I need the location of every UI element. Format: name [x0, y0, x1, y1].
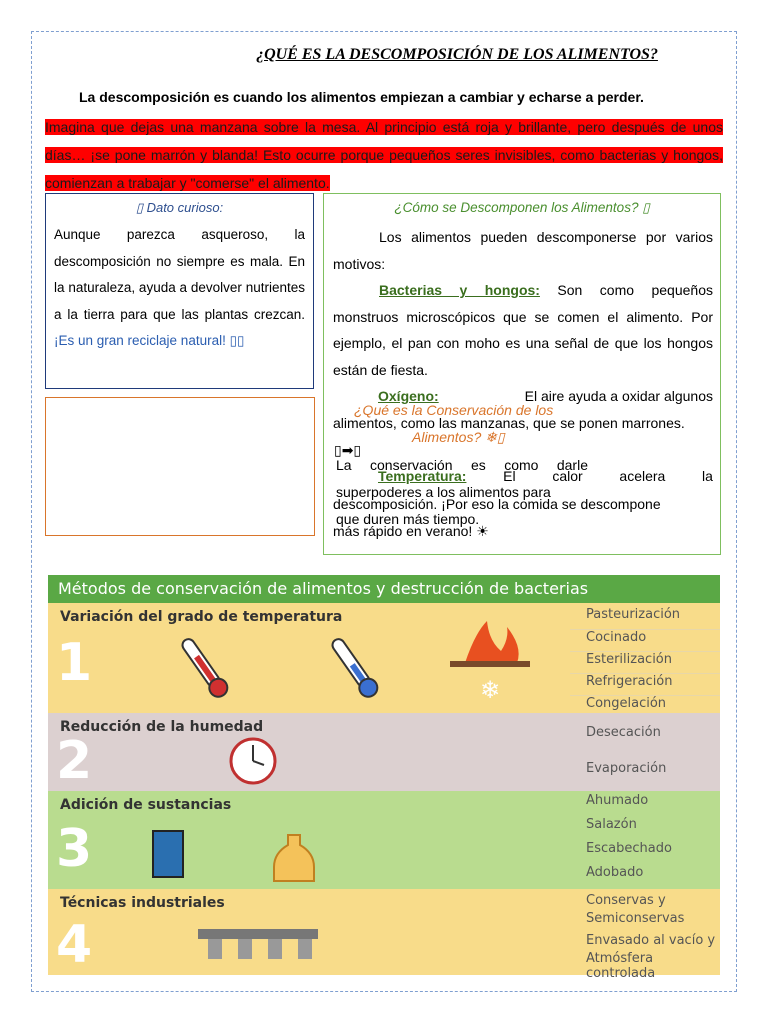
method-evaporacion: Evaporación: [586, 761, 667, 776]
temperatura-line-2: descomposición. ¡Por eso la comida se descompone: [333, 496, 661, 512]
conservacion-word-4: como: [504, 457, 539, 473]
dato-curioso-title: ▯ Dato curioso:: [135, 200, 224, 215]
method-ahumado: Ahumado: [586, 793, 649, 808]
oxigeno-text: El aire ayuda a oxidar algunos: [524, 388, 713, 404]
section-number-1: 1: [56, 633, 93, 693]
dato-curioso-body: [54, 222, 305, 355]
method-pasteurizacion: Pasteurización: [586, 607, 681, 622]
method-congelacion: Congelación: [570, 695, 720, 711]
method-salazon: Salazón: [586, 817, 637, 832]
method-cocinado: Cocinado: [570, 629, 720, 645]
mid-industrial: [410, 889, 570, 975]
conservacion-title-1: ¿Qué es la Conservación de los: [354, 402, 554, 418]
methods-industrial: [570, 889, 720, 981]
mid-substances: [410, 791, 570, 889]
vinegar-bottle-icon: [274, 835, 314, 881]
temperatura-line-3: más rápido en verano! ☀: [333, 523, 489, 539]
conservacion-word-2: conservación: [370, 457, 453, 473]
conservacion-line-2: superpoderes a los alimentos para: [336, 484, 551, 500]
section-title-3: Adición de sustancias: [60, 797, 232, 813]
empty-box: [45, 397, 315, 536]
temperatura-word-1: El: [503, 468, 516, 484]
method-escabechado: Escabechado: [586, 841, 672, 856]
mid-humidity: [410, 713, 570, 791]
dato-curioso-text: Aunque parezca asqueroso, la descomposición no siempre es mala. En la naturaleza, ayuda a devolver nutrientes a la tierra para que las plantas crezcan.: [54, 227, 305, 322]
como-se-descomponen-box: [323, 193, 721, 555]
conservacion-word-3: es: [470, 457, 486, 473]
cold-thermometer-icon: [328, 635, 381, 700]
fire-and-snow-icons: [410, 603, 570, 713]
temperatura-word-4: la: [702, 468, 713, 484]
dato-curioso-box: [45, 193, 314, 389]
dato-curioso-highlight: ¡Es un gran reciclaje natural! ▯▯: [54, 333, 245, 348]
bacterias-paragraph: [333, 277, 713, 383]
temperatura-word-3: acelera: [619, 468, 666, 484]
method-adobado: Adobado: [586, 865, 644, 880]
clock-icon: [48, 713, 410, 791]
temperatura-label: Temperatura:: [378, 468, 467, 484]
method-esterilizacion: Esterilización: [570, 651, 720, 667]
section-title-1: Variación del grado de temperatura: [60, 609, 343, 625]
red-highlight-paragraph: [45, 113, 723, 197]
substances-icons: [48, 791, 410, 889]
arrow-glyphs: ▯➡▯: [334, 442, 362, 458]
fire-icon: [465, 621, 519, 663]
method-desecacion: Desecación: [586, 725, 661, 740]
section-humidity: [48, 713, 410, 791]
conservacion-title-2: Alimentos? ❄▯: [412, 429, 505, 445]
method-refrigeracion: Refrigeración: [570, 673, 720, 689]
intro-text: La descomposición es cuando los alimentos empiezan a cambiar y echarse a perder.: [79, 89, 644, 105]
section-temperature: [48, 603, 410, 713]
snowflake-icon: ❄: [479, 676, 501, 704]
section-title-2: Reducción de la humedad: [60, 719, 264, 735]
como-title: ¿Cómo se Descomponen los Alimentos? ▯: [394, 200, 650, 215]
factory-machine-icon: [48, 889, 410, 975]
conservation-methods-infographic: [48, 575, 720, 981]
conservacion-word-5: darle: [556, 457, 588, 473]
section-substances: [48, 791, 410, 889]
section-number-3: 3: [56, 819, 93, 879]
bacterias-label: Bacterias y hongos:: [379, 282, 540, 298]
bacterias-text: Son como pequeños monstruos microscópicos que se comen el alimento. Por ejemplo, el pan con moho es una señal de que los hongos están de fiesta.: [333, 282, 713, 378]
section-industrial: [48, 889, 410, 975]
oxigeno-line: [378, 389, 713, 403]
section-title-4: Técnicas industriales: [60, 895, 225, 911]
method-conservas-1: Conservas y: [586, 893, 666, 908]
mid-temperature: [410, 603, 570, 713]
methods-humidity: [570, 713, 720, 791]
temperatura-word-2: calor: [552, 468, 583, 484]
methods-temperature: [570, 603, 720, 713]
como-intro: Los alimentos pueden descomponerse por varios motivos:: [333, 229, 713, 272]
methods-substances: [570, 791, 720, 889]
thermometer-icons: [48, 603, 410, 713]
conservacion-word-1: La: [336, 457, 352, 473]
oxigeno-label: Oxígeno:: [378, 388, 439, 404]
conservacion-line-1: [336, 458, 588, 472]
section-number-2: 2: [56, 731, 93, 791]
method-envasado-2: Atmósfera controlada: [586, 951, 656, 981]
conservacion-line-3: que duren más tiempo.: [336, 511, 480, 527]
method-envasado-1: Envasado al vacío y: [586, 933, 716, 948]
section-number-4: 4: [56, 915, 93, 975]
oxigeno-line-2: alimentos, como las manzanas, que se ponen marrones.: [333, 415, 685, 431]
method-conservas-2: Semiconservas: [586, 911, 685, 926]
infographic-header: Métodos de conservación de alimentos y destrucción de bacterias: [48, 575, 720, 603]
red-highlight-text: Imagina que dejas una manzana sobre la mesa. Al principio está roja y brillante, pero después de unos días… ¡se pone marrón y blanda! Esto ocurre porque pequeños seres invisibles, como bacterias y hongos, comienzan a trabajar y "comerse" el alimento.: [45, 119, 723, 191]
salt-box-icon: [153, 831, 183, 877]
hot-thermometer-icon: [178, 635, 231, 700]
page-title: ¿QUÉ ES LA DESCOMPOSICIÓN DE LOS ALIMENTOS?: [256, 46, 658, 63]
